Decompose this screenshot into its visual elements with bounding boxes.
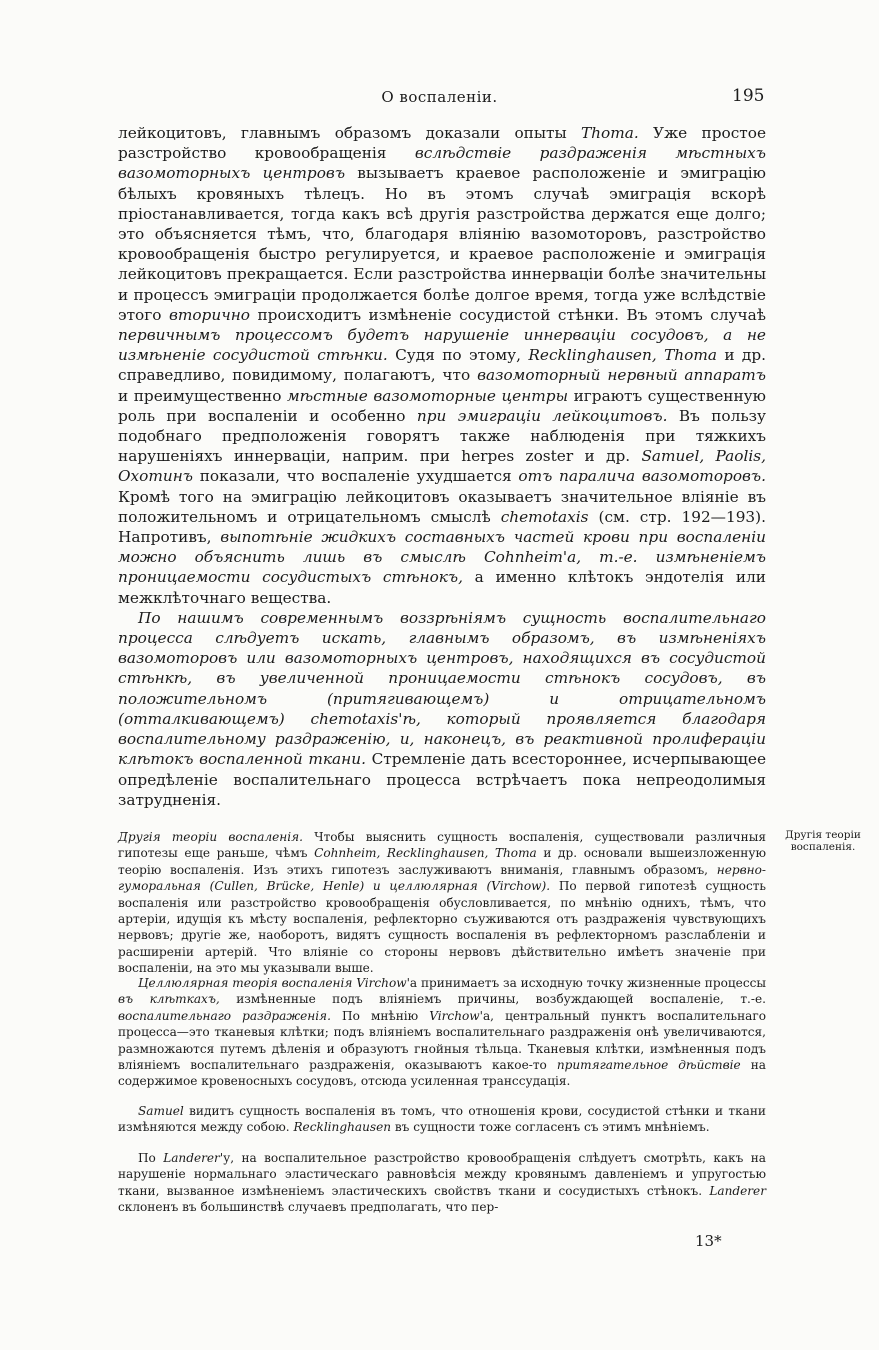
italic-text: Другія теоріи воспаленія. [118, 830, 303, 844]
text-run: По [138, 1151, 164, 1165]
text-run: По мнѣнію [330, 1008, 430, 1023]
text-run: Уже простое разстройство кровообращенія [118, 124, 766, 163]
text-run: Въ пользу подобнаго предположенія говорятъ также наблюденія при тяжкихъ нарушеніяхъ иннерваціи, наприм. при herpes zoster и др. [118, 406, 766, 466]
italic-text: первичнымъ процессомъ будетъ нарушеніе иннерваціи сосудовъ, а не измѣненіе сосудистой стѣнки. [118, 326, 766, 365]
small-print-paragraph [118, 975, 766, 1090]
italic-text: отъ паралича вазомоторовъ. [518, 467, 766, 486]
italic-text: притягательное дѣйствіе [556, 1058, 741, 1073]
margin-note: Другія теоріи воспаленія. [785, 829, 861, 853]
paragraph [118, 608, 766, 810]
italic-text: воспалительнаго раздраженія. [118, 1008, 331, 1023]
italic-text: въ клѣткахъ, [118, 992, 220, 1007]
text-run: По первой гипотезѣ сущность воспаленія или разстройство кровообращенія обусловливается, по мнѣнію однихъ, тѣмъ, что артеріи, идущія къ мѣсту воспаленія, рефлекторно съуживаются отъ раздраженія чувствующихъ нервовъ; другіе же, наоборотъ, видятъ сущность воспаленія въ рефлекторномъ разслабленіи и расширеніи артерій. Что вліяніе со стороны нервовъ дѣйствительно имѣетъ значеніе при воспаленіи, на это мы указывали выше. [118, 879, 767, 976]
italic-text: Samuel [138, 1104, 184, 1118]
text-run: на содержимое кровеносныхъ сосудовъ, отсюда усиленная транссудація. [118, 1058, 766, 1089]
text-run: 'а, центральный пунктъ воспалительнаго процесса—это тканевыя клѣтки; подъ вліяніемъ воспалительнаго раздраженія онѣ увеличиваются, размножаются путемъ дѣленія и образуютъ гнойныя тѣльца. Тканевыя клѣтки, измѣненныя подъ вліяніемъ воспалительнаго раздраженія, оказываютъ какое-то [118, 1008, 766, 1073]
italic-text: вторично [168, 305, 251, 324]
page-number: 195 [732, 86, 765, 106]
small-print-paragraph [118, 1103, 766, 1136]
text-run: Судя по этому, [387, 346, 529, 365]
text-run: показали, что воспаленіе ухудшается [193, 467, 519, 486]
text-run: а именно клѣтокъ эндотелія или межклѣточнаго вещества. [118, 568, 767, 607]
text-run: Стремленіе дать всестороннее, исчерпывающее опредѣленіе воспалительнаго процесса встрѣчаетъ пока непреодолимыя затрудненія. [118, 750, 766, 809]
text-run: играютъ существенную роль при воспаленіи и особенно [118, 386, 766, 425]
text-run: Кромѣ того на эмиграцію лейкоцитовъ оказываетъ значительное вліяніе въ положительномъ и отрицательномъ смыслѣ [118, 487, 766, 526]
italic-text: chemotaxis [500, 507, 589, 526]
text-run: 'у, на воспалительное разстройство кровообращенія слѣдуетъ смотрѣть, какъ на нарушеніе нормальнаго эластическаго равновѣсія между кровянымъ давленіемъ и упругостью ткани, вызванное измѣненіемъ эластическихъ свойствъ ткани и сосудистыхъ стѣнокъ. [118, 1151, 766, 1198]
text-run: происходитъ измѣненіе сосудистой стѣнки. Въ этомъ случаѣ [250, 305, 766, 324]
italic-text: Recklinghausen [293, 1120, 392, 1135]
text-run: вызываетъ краевое расположеніе и эмиграцію бѣлыхъ кровяныхъ тѣлецъ. Но въ этомъ случаѣ эмиграція вскорѣ пріостанавливается, тогда какъ всѣ другія разстройства держатся еще долго; это объясняется тѣмъ, что, благодаря вліянію вазомоторовъ, разстройство кровообращенія быстро регулируется, и краевое расположеніе и эмиграція лейкоцитовъ прекращается. Если разстройства иннерваціи болѣе значительны и процессъ эмиграціи продолжается болѣе долгое время, тогда уже вслѣдствіе этого [118, 164, 766, 324]
text-run: и преимущественно [118, 386, 287, 405]
running-header-title: О воспаленіи. [381, 88, 498, 106]
text-run: 'а принимаетъ за исходную точку жизненные процессы [406, 976, 766, 990]
italic-text: Thoma. [580, 124, 639, 142]
italic-text: Cohnheim, Recklinghausen, Thoma [314, 846, 537, 861]
italic-text: Целлюлярная теорія воспаленія Virchow [138, 976, 407, 990]
paragraph [118, 123, 766, 608]
text-run: видитъ сущность воспаленія въ томъ, что отношенія крови, сосудистой стѣнки и ткани измѣняются между собою. [118, 1104, 766, 1135]
main-text [118, 123, 766, 810]
italic-text: вазомоторный нервный аппаратъ [477, 366, 766, 385]
italic-text: выпотѣніе жидкихъ составныхъ частей крови при воспаленіи можно объяснить лишь въ смыслѣ Cohnheim'a, т.-е. измѣненіемъ проницаемости сосудистыхъ стѣнокъ, [118, 528, 767, 587]
italic-text: вслѣдствіе раздраженія мѣстныхъ вазомоторныхъ центровъ [118, 144, 766, 183]
text-run: Чтобы выяснить сущность воспаленія, существовали различныя гипотезы еще раньше, чѣмъ [118, 830, 766, 861]
text-run: склоненъ въ большинствѣ случаевъ предполагать, что пер- [118, 1200, 499, 1215]
italic-text: Landerer [163, 1151, 220, 1165]
text-run: и др. справедливо, повидимому, полагаютъ, что [118, 346, 767, 385]
italic-text: Samuel, Paolis, Охотинъ [118, 447, 766, 486]
italic-text: при эмиграціи лейкоцитовъ. [416, 406, 668, 425]
small-print-paragraph [118, 829, 766, 977]
signature-mark: 13* [695, 1232, 722, 1250]
text-run: измѣненные подъ вліяніемъ причины, возбуждающей воспаленіе, т.-е. [219, 992, 766, 1007]
italic-text: нервно-гуморальная (Cullen, Brücke, Henle) и целлюлярная (Virchow). [118, 862, 766, 894]
text-run: и др. основали вышеизложенную теорію воспаленія. Изъ этихъ гипотезъ заслуживаютъ вниманія, главнымъ образомъ, [118, 846, 766, 877]
text-run: въ сущности тоже согласенъ съ этимъ мнѣніемъ. [391, 1120, 710, 1135]
text-run: (см. стр. 192—193). Напротивъ, [118, 507, 766, 547]
italic-text: мѣстные вазомоторные центры [286, 386, 569, 405]
text-run: лейкоцитовъ, главнымъ образомъ доказали опыты [118, 124, 581, 142]
italic-text: Virchow [429, 1008, 480, 1023]
small-print-paragraph [118, 1150, 766, 1216]
italic-text: По нашимъ современнымъ воззрѣніямъ сущность воспалительнаго процесса слѣдуетъ искать, главнымъ образомъ, въ измѣненіяхъ вазомоторовъ или вазомоторныхъ центровъ, находящихся въ сосудистой стѣнкѣ, въ увеличенной проницаемости стѣнокъ сосудовъ, въ положительномъ (притягивающемъ) и отрицательномъ (отталкивающемъ) chemotaxis'ѣ, который проявляется благодаря воспалительному раздраженію, и, наконецъ, въ реактивной пролифераціи клѣтокъ воспаленной ткани. [118, 608, 766, 769]
italic-text: Recklinghausen, Thoma [528, 346, 717, 365]
italic-text: Landerer [709, 1183, 766, 1198]
